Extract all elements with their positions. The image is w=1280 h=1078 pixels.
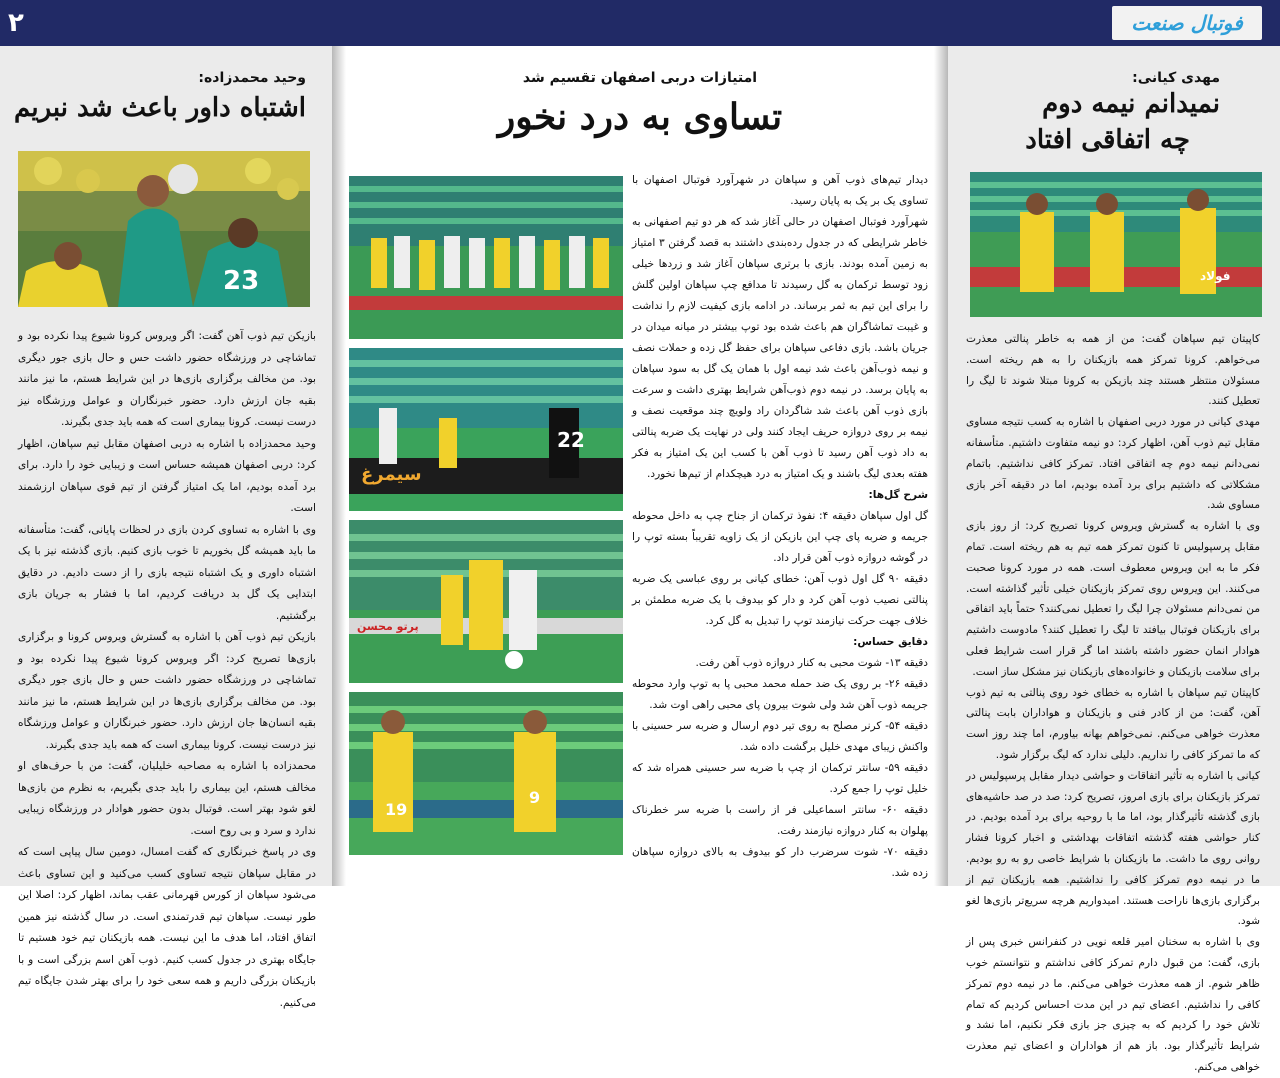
middle-paragraph: دقیقه ۹۰ گل اول ذوب آهن: خطای کیانی بر روی عباسی یک ضربه پنالتی نصیب ذوب آهن کرد و دار کو بیدوف با یک ضربه مطمئن بر خلاف جهت حرکت نیازمند توپ را تبدیل به گل کرد.: [632, 573, 928, 627]
middle-paragraph: شهرآورد فوتبال اصفهان در حالی آغاز شد که هر دو تیم اصفهانی به خاطر شرایطی که در جدول رده‌بندی داشتند به قصد گرفتن ۳ امتیاز به زمین آمده بودند. بازی با برتری سپاهان آغاز شد و زردها خیلی زود توسط ترکمان به گل رسیدند تا مدافع چپ سپاهان اولین گلش را برای این تیم به ثمر برساند. در ادامه بازی کیفیت لازم را نداشت و غیبت تماشاگران هم باعث شده بود توپ بیشتر در میانه میدان در جریان باشد. بازی دفاعی سپاهان برای حفظ گل زده و حملات نصف و نیمه ذوب‌آهن باعث شد نیمه اول با همان یک گل به سود سپاهان به پایان برسد. در نیمه دوم ذوب‌آهن شرایط بهتری داشت و سرعت بازی ذوب آهن باعث شد شاگردان راد ولویچ چند موقعیت نصف و نیمه بر روی دروازه حریف ایجاد کنند ولی در نهایت یک ضربه پنالتی به داد ذوب آهن رسید تا ذوب آهن با کسب این یک امتیاز به فکر هفته بعدی لیگ باشند و یک امتیاز به درد هیچکدام از تیم‌ها نخورد.: [632, 216, 928, 480]
left-body: [18, 326, 316, 1014]
left-paragraph: بازیکن تیم ذوب آهن با اشاره به گسترش ویروس کرونا و برگزاری بازی‌ها تصریح کرد: اگر ویروس کرونا شیوع پیدا نکرده بود و تماشاچی در ورزشگاه حضور داشت حس و حال بازی جور دیگری بود. من مخالف برگزاری بازی‌ها در این شرایط هستم، ما نیز مانند بقیه انسان‌ها جان ارزش دارد. حضور خبرنگاران و عوامل ورزشگاه نیز درست نیست. کرونا بیماری است که همه باید جدی بگیرند.: [18, 631, 316, 751]
right-paragraph: وی با اشاره به گسترش ویروس کرونا تصریح کرد: از روز بازی مقابل پرسپولیس تا کنون تمرکز همه تیم به هم ریخته است. تمام فکر ما به این ویروس معطوف است. همه در مورد کرونا صحبت می‌کنند. این ویروس روی تمرکز بازیکنان خیلی تأثیر گذاشته است. من نمی‌دانم مسئولان چرا لیگ را تعطیل نمی‌کنند؟ حتماً باید اتفاقی برای بازیکنان فوتبال بیافتد تا لیگ را تعطیل کنند؟ مادوست داشتیم هوادار انمان حضور داشته باشند اما گر قرار است شرایط فعلی برای سلامت بازیکنان و خانواده‌های بازیکنان نیز مشکل ساز است.: [966, 520, 1260, 678]
left-kicker: وحید محمدزاده:: [198, 70, 306, 86]
middle-article: [332, 46, 948, 886]
middle-paragraph: گل اول سپاهان دقیقه ۴: نفوذ ترکمان از جناح چپ به داخل محوطه جریمه و ضربه پای چپ این بازیکن از یک زاویه تقریباً بسته توپ را در گوشه دروازه ذوب آهن قرار داد.: [632, 510, 928, 564]
right-paragraph: مهدی کیانی در مورد دربی اصفهان با اشاره به کسب نتیجه مساوی مقابل تیم ذوب آهن، اظهار کرد: دو نیمه متفاوت داشتیم. متأسفانه نمی‌دانم نیمه دوم چه اتفاقی افتاد. تمرکز کافی نداشتیم. باتمام مشکلاتی که داشتیم برای برد آمده بودیم، اما در دقیقه آخر بازی مساوی شد.: [966, 416, 1260, 512]
right-photo: [970, 172, 1262, 317]
right-headline-line2: چه اتفاقی افتاد: [1025, 125, 1190, 155]
left-paragraph: بازیکن تیم ذوب آهن گفت: اگر ویروس کرونا شیوع پیدا نکرده بود و تماشاچی در ورزشگاه حضور داشت حس و حال بازی جور دیگری بود. من مخالف برگزاری بازی‌ها در این شرایط هستم، ما نیز مانند بقیه جان ارزش دارد. حضور خبرنگاران و عوامل ورزشگاه نیز درست نیست. کرونا بیماری است که همه باید جدی بگیرند.: [18, 330, 316, 428]
left-paragraph: وی با اشاره به تساوی کردن بازی در لحظات پایانی، گفت: متأسفانه ما باید همیشه گل بخوریم تا خوب بازی کنیم. بازی گذشته نیز با یک اشتباه داوری و یک اشتباه نتیجه بازی را از دست دادیم. در دقایق ابتدایی یک گل بد دریافت کردیم، اما با فشار به جریان بازی برگشتیم.: [18, 523, 316, 622]
right-body: [966, 329, 1260, 1078]
middle-headline: تساوی به درد نخور: [497, 96, 783, 138]
middle-paragraph: دقیقه ۶۰- سانتر اسماعیلی فر از راست با ضربه سر خطرناک پهلوان به کنار دروازه نیازمند رفت.: [632, 804, 928, 837]
middle-photo-4-jersey-b: 9: [529, 788, 541, 807]
middle-paragraph: دقیقه ۲۶- بر روی یک ضد حمله محمد محبی پا به توپ وارد محوطه جریمه ذوب آهن شد ولی شوت بیرون پای محبی راهی اوت شد.: [632, 678, 928, 711]
right-photo-ad: فولاد: [1200, 269, 1231, 283]
left-paragraph: وی در پاسخ خبرنگاری که گفت امسال، دومین سال پیاپی است که در مقابل سپاهان نتیجه تساوی کسب می‌کنید و این تساوی باعث می‌شود سپاهان از کورس قهرمانی عقب بماند، اظهار کرد: اصلا این طور نیست. سپاهان تیم قدرتمندی است. در سال گذشته نیز همین اتفاق افتاد، اما هدف ما این نیست. همه بازیکنان تیم خود هستیم تا جایگاه بهتری در جدول کسب کنیم. ذوب آهن اسم بزرگی است و با بازیکنان بزرگی داریم و همه سعی خود را برای بهتر شدن جایگاه تیم می‌کنیم.: [18, 846, 316, 1009]
middle-photo-3-ad: پرتو محسن: [357, 620, 419, 633]
middle-kicker: امتیازات دربی اصفهان تقسیم شد: [522, 70, 758, 86]
left-gutter: [332, 46, 346, 886]
middle-photo-4-jersey-a: 19: [385, 800, 408, 819]
header-bar: [0, 0, 1280, 46]
right-kicker: مهدی کیانی:: [1132, 70, 1220, 86]
middle-paragraph: دقیقه ۱۳- شوت محبی به کنار دروازه ذوب آهن رفت.: [695, 657, 928, 669]
right-article: [948, 46, 1280, 1073]
left-paragraph: وحید محمدزاده با اشاره به دربی اصفهان مقابل تیم سپاهان، اظهار کرد: دربی اصفهان همیشه حساس است و زیبایی خود را دارد. برای برد آمده بودیم، اما یک امتیاز گرفتن از تیم قوی سپاهان ارزشمند است.: [18, 437, 316, 514]
middle-photo-1: [349, 176, 623, 339]
left-headline: اشتباه داور باعث شد نبریم: [14, 93, 306, 123]
newspaper-logo: فوتبال صنعت: [1112, 6, 1262, 40]
middle-photo-1-image: [349, 176, 623, 339]
right-paragraph: وی با اشاره به سخنان امیر قلعه نویی در کنفرانس خبری پس از بازی، گفت: من قبول دارم تمرکز کافی نداشتم و نتوانستم خوب ظاهر شوم. از همه معذرت خواهی می‌کنم. ما در نیمه دوم تمرکز کافی را نداشتیم. اعضای تیم در این مدت احساس کردیم که تمام تلاش خود را کردیم که به چیزی جز بازی فکر نکنیم، اما نشد و شرایط تأثیرگذار بود. باز هم از هواداران و اعضای تیم معذرت خواهی می‌کنم.: [966, 936, 1260, 1073]
middle-body: [632, 170, 928, 884]
right-paragraph: کاپیتان تیم سپاهان با اشاره به خطای خود روی پنالتی به تیم ذوب آهن، گفت: من از کادر فنی و بازیکنان و هواداران بابت پنالتی معذرت خواهی می‌کنم. نمی‌خواهم بهانه بیاورم، اما چند روز است که ما تمرکز کافی را نداریم. دلیلی ندارد که لیگ برگزار شود.: [966, 686, 1260, 761]
right-photo-image: [970, 172, 1262, 317]
middle-photo-3: [349, 520, 623, 683]
middle-paragraph: دقیقه ۵۹- سانتر ترکمان از چپ با ضربه سر حسینی همراه شد که خلیل توپ را جمع کرد.: [632, 762, 928, 795]
goals-title: شرح گل‌ها:: [868, 489, 928, 501]
left-paragraph: محمدزاده با اشاره به مصاحبه خلیلیان، گفت: من با حرف‌های او مخالف هستم، این بیماری را باید جدی بگیریم، به نظرم من بازی‌ها لغو شود بهتر است. فوتبال بدون حضور هوادار در ورزشگاه زیبایی ندارد و سرد و بی روح است.: [18, 760, 316, 837]
sensitive-title: دقایق حساس:: [853, 636, 928, 648]
middle-photo-3-image: [349, 520, 623, 683]
left-article: [0, 46, 332, 1009]
right-gutter: [934, 46, 948, 886]
right-paragraph: کیانی با اشاره به تأثیر اتفاقات و حواشی دیدار مقابل پرسپولیس در تمرکز بازیکنان برای بازی امروز، تصریح کرد: صد در صد حاشیه‌های بازی گذشته تأثیرگذار بود، اما ما با روحیه برای برد آمده بودیم. در کنار حواشی هفته گذشته اتفاقات بهداشتی و اخبار کرونا فشار روانی روی ما داشت. ما بازیکنان با شرایط خاصی رو به رو بودیم. ما در نیمه دوم تمرکز کافی را نداشتیم. همه بازیکنان تیم از برگزاری بازی‌ها ناراحت هستند. امیدواریم هرچه سریع‌تر بازی‌ها لغو شود.: [966, 769, 1260, 928]
middle-paragraph: دقیقه ۵۴- کرنر مصلح به روی تیر دوم ارسال و ضربه سر حسینی با واکنش زیبای مهدی خلیل برگشت داده شد.: [632, 720, 928, 753]
left-photo-jersey-number: 23: [223, 266, 260, 296]
middle-photo-2-jersey-number: 22: [557, 428, 585, 452]
left-photo: [18, 151, 310, 307]
right-headline-line1: نمیدانم نیمه دوم: [1042, 89, 1220, 119]
middle-photo-2-ad: سیمرغ: [361, 464, 422, 485]
page-number: ۲: [8, 8, 24, 38]
right-paragraph: کاپیتان تیم سپاهان گفت: من از همه به خاطر پنالتی معذرت می‌خواهم. کرونا تمرکز همه بازیکنان را به هم ریخته است. مسئولان منتظر هستند چند بازیکن به کرونا مبتلا شوند تا لیگ را تعطیل کنند.: [966, 333, 1260, 408]
left-photo-image: [18, 151, 310, 307]
middle-paragraph: دیدار تیم‌های ذوب آهن و سپاهان در شهرآورد فوتبال اصفهان با تساوی یک بر یک به پایان رسید.: [632, 174, 928, 207]
middle-photo-4-image: [349, 692, 623, 855]
middle-paragraph: دقیقه ۷۰- شوت سرضرب دار کو بیدوف به بالای دروازه سپاهان زده شد.: [632, 846, 928, 879]
middle-photo-2: [349, 348, 623, 511]
middle-photo-4: [349, 692, 623, 855]
